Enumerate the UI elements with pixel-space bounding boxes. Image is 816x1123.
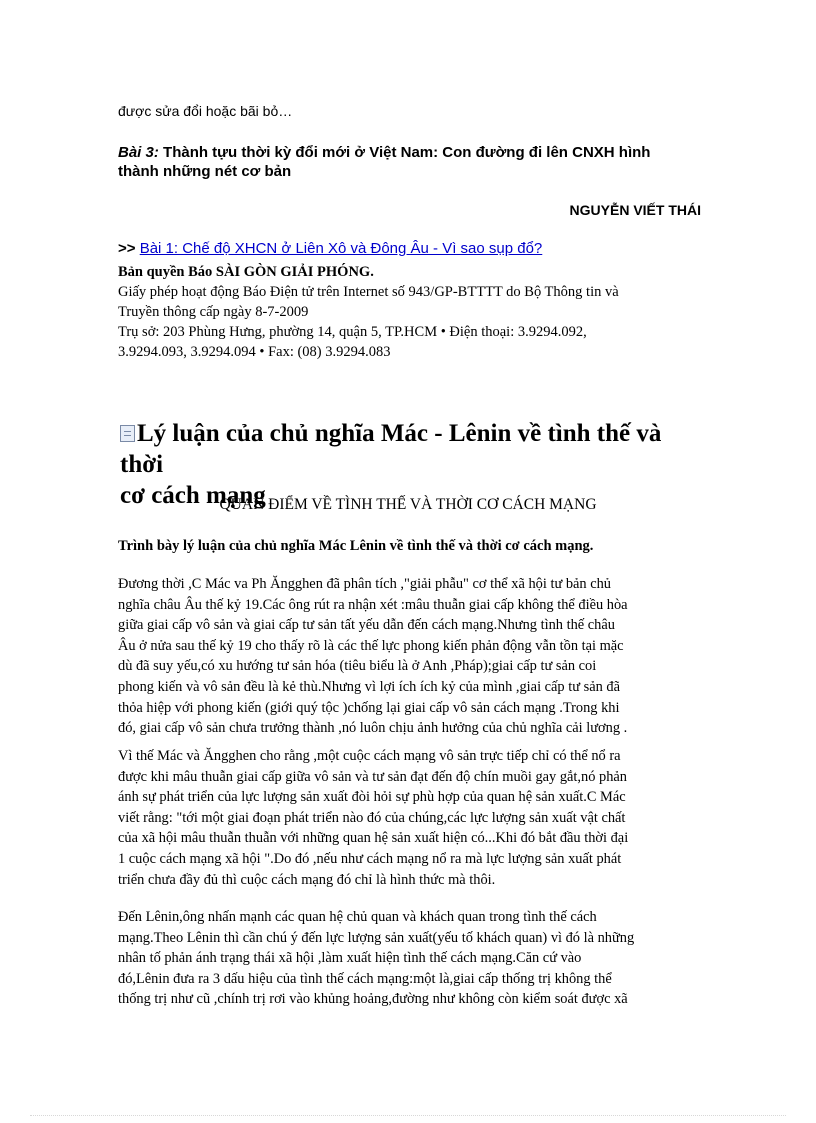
section-heading: QUAN ĐIỂM VỀ TÌNH THẾ VÀ THỜI CƠ CÁCH MẠNG (219, 496, 597, 513)
paragraph-line: 1 cuộc cách mạng xã hội ".Do đó ,nếu như cách mạng nổ ra mà lực lượng sản xuất phát (118, 850, 622, 867)
paragraph-line: viết rằng: "tới một giai đoạn phát triển nào đó của chúng,các lực lượng sản xuất vật chất (118, 809, 626, 826)
paragraph-line: phong kiến và vô sản đều là kẻ thù.Nhưng vì lợi ích ích kỷ của mình ,giai cấp tư sản đã (118, 678, 620, 695)
paragraph-1 (118, 574, 713, 739)
paragraph-line: ánh sự phát triển của lực lượng sản xuất đòi hỏi sự phù hợp của quan hệ sản xuất.C Mác (118, 789, 626, 806)
copyright-line: Trụ sở: 203 Phùng Hưng, phường 14, quận 5, TP.HCM • Điện thoại: 3.9294.092, (118, 324, 587, 340)
question-text: Trình bày lý luận của chủ nghĩa Mác Lênin về tình thế và thời cơ cách mạng. (118, 538, 594, 554)
paragraph-line: dù đã suy yếu,có xu hướng tư sản hóa (tiêu biểu là ở Anh ,Pháp);giai cấp tư sản coi (118, 658, 597, 675)
lesson-title-line1: Thành tựu thời kỳ đổi mới ở Việt Nam: Con đường đi lên CNXH hình (158, 144, 651, 161)
copyright-line: Truyền thông cấp ngày 8-7-2009 (118, 304, 309, 320)
paragraph-line: đó, giai cấp vô sản chưa trưởng thành ,nó luôn chịu ảnh hưởng của chủ nghĩa cải lương . (118, 720, 628, 737)
lesson-title-line2: thành những nét cơ bản (118, 163, 292, 180)
copyright-line: Giấy phép hoạt động Báo Điện tử trên Internet số 943/GP-BTTTT do Bộ Thông tin và (118, 284, 619, 300)
document-icon (120, 425, 135, 442)
lesson-title (118, 143, 708, 181)
paragraph-line: Âu ở nửa sau thế kỷ 19 cho thấy rõ là các thế lực phong kiến phản động vẫn tồn tại mặc (118, 637, 624, 654)
double-arrow-icon: >> (118, 240, 136, 257)
paragraph-line: thống trị như cũ ,chính trị rơi vào khủng hoảng,đường như không còn kiểm soát được xã (118, 991, 628, 1008)
paragraph-line: triển chưa đầy đủ thì cuộc cách mạng đó chỉ là hình thức mà thôi. (118, 871, 496, 888)
paragraph-line: của xã hội mâu thuẫn thuẫn với những quan hệ sản xuất hiện có...Khi đó bắt đầu thời đại (118, 830, 629, 847)
article-title-line2: cơ cách mạng (120, 482, 266, 509)
previous-text-fragment: được sửa đổi hoặc bãi bỏ… (118, 103, 293, 119)
copyright-line: 3.9294.093, 3.9294.094 • Fax: (08) 3.9294.083 (118, 344, 391, 360)
paragraph-2 (118, 746, 713, 890)
paragraph-line: Vì thế Mác và Ăngghen cho rằng ,một cuộc cách mạng vô sản trực tiếp chỉ có thể nổ ra (118, 748, 621, 764)
paragraph-line: nghĩa châu Âu thế kỷ 19.Các ông rút ra nhận xét :mâu thuẫn giai cấp không thể điều hòa (118, 596, 628, 613)
paragraph-line: Đến Lênin,ông nhấn mạnh các quan hệ chủ quan và khách quan trong tình thế cách (118, 909, 597, 925)
related-article-link[interactable]: Bài 1: Chế độ XHCN ở Liên Xô và Đông Âu - Vì sao sụp đổ? (139, 240, 543, 257)
paragraph-line: Đương thời ,C Mác va Ph Ăngghen đã phân tích ,"giải phẫu" cơ thể xã hội tư bản chủ (118, 576, 611, 592)
article-title-line1: Lý luận của chủ nghĩa Mác - Lênin về tình thế và thời (120, 420, 662, 478)
paragraph-line: được khi mâu thuẫn giai cấp giữa vô sản và tư sản đạt đến độ chín muồi gay gắt,nó phản (118, 768, 627, 785)
lesson-label: Bài 3: (118, 144, 159, 161)
paragraph-line: thỏa hiệp với phong kiến (giới quý tộc )chống lại giai cấp vô sản cách mạng .Trong khi (118, 699, 620, 716)
paragraph-line: giữa giai cấp vô sản và giai cấp tư sản tất yếu dẫn đến cách mạng.Nhưng tình thế châu (118, 617, 615, 634)
paragraph-line: nhân tố phản ánh trạng thái xã hội ,làm xuất hiện tình thế cách mạng.Căn cứ vào (118, 950, 582, 967)
paragraph-line: đó,Lênin đưa ra 3 dấu hiệu của tình thế cách mạng:một là,giai cấp thống trị không thể (118, 970, 612, 987)
related-article (118, 240, 542, 257)
paragraph-3 (118, 907, 713, 1010)
copyright-block (118, 262, 698, 362)
page-bottom-divider (30, 1115, 786, 1116)
paragraph-line: mạng.Theo Lênin thì cần chú ý đến lực lượng sản xuất(yếu tố khách quan) vì đó là những (118, 929, 635, 946)
copyright-owner: Bản quyền Báo SÀI GÒN GIẢI PHÓNG. (118, 264, 374, 280)
author-name: NGUYỄN VIẾT THÁI (569, 202, 701, 218)
